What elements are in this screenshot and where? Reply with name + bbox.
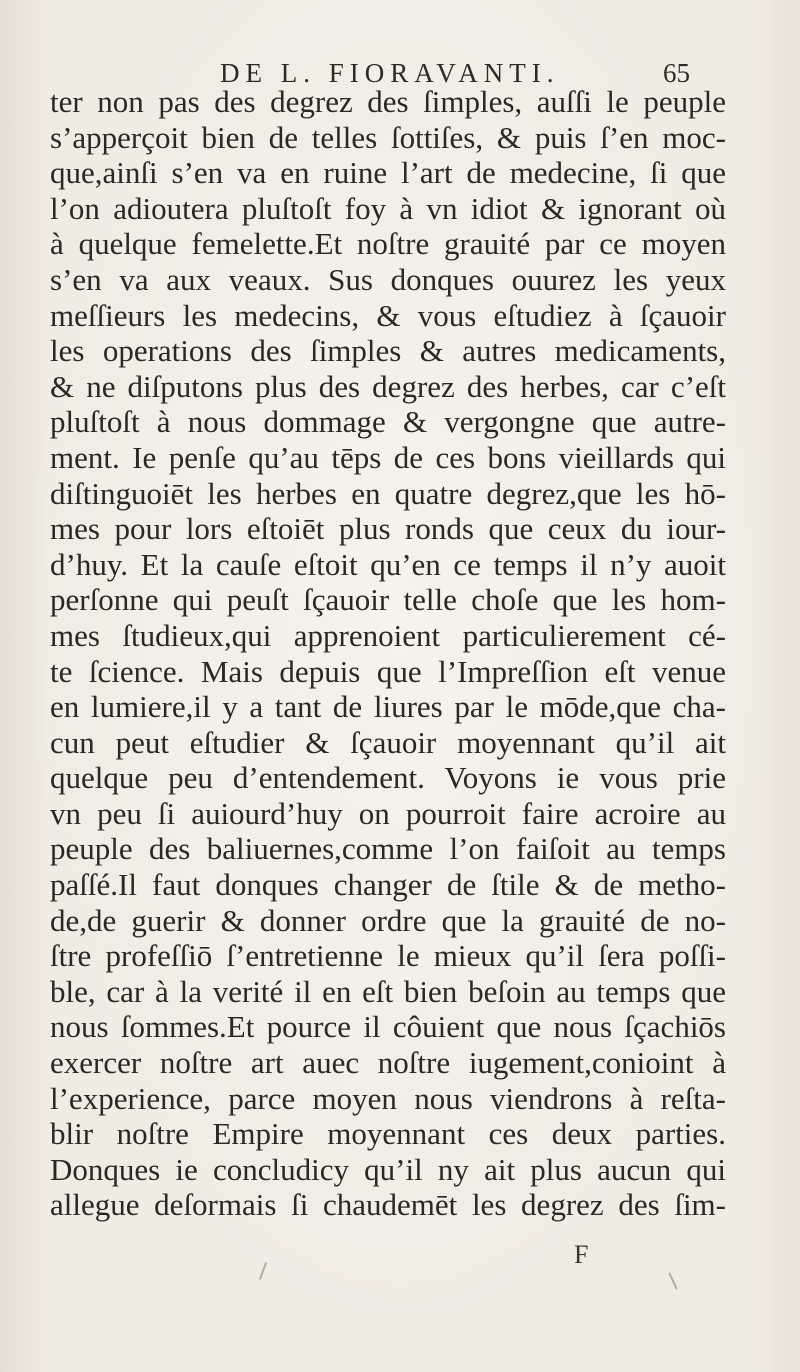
text-line: allegue deſormais ſi chaudemēt les degrez des ſim-: [50, 1187, 726, 1223]
text-line: mes ſtudieux,qui apprenoient particulierement cé-: [50, 617, 726, 653]
running-title: DE L. FIORAVANTI.: [220, 58, 560, 88]
text-line: s’apperçoit bien de telles ſottiſes, & puis ſ’en moc-: [50, 119, 726, 155]
text-line: perſonne qui peuſt ſçauoir telle choſe que les hom-: [50, 582, 726, 618]
text-line: & ne diſputons plus des degrez des herbes, car c’eſt: [50, 368, 726, 404]
text-line: meſſieurs les medecins, & vous eſtudiez à ſçauoir: [50, 297, 726, 333]
paper-speck: [259, 1262, 267, 1280]
text-line: ment. Ie penſe qu’au tēps de ces bons vieillards qui: [50, 439, 726, 475]
text-line: peuple des baliuernes,comme l’on faiſoit au temps: [50, 831, 726, 867]
text-line: exercer noſtre art auec noſtre iugement,conioint à: [50, 1045, 726, 1081]
text-line: s’en va aux veaux. Sus donques ouurez les yeux: [50, 261, 726, 297]
paper-speck: [668, 1272, 677, 1289]
signature-mark: F: [574, 1240, 589, 1269]
text-line: cun peut eſtudier & ſçauoir moyennant qu’il ait: [50, 724, 726, 760]
text-line: l’on adioutera pluſtoſt foy à vn idiot & ignorant où: [50, 190, 726, 226]
text-line: les operations des ſimples & autres medicaments,: [50, 333, 726, 369]
text-line: mes pour lors eſtoiēt plus ronds que ceux du iour-: [50, 511, 726, 547]
text-line: ter non pas des degrez des ſimples, auſſi le peuple: [50, 84, 726, 119]
text-line: ſtre profeſſiō ſ’entretienne le mieux qu’il ſera poſſi-: [50, 938, 726, 974]
body-text: [50, 84, 726, 1223]
text-line: en lumiere,il y a tant de liures par le mōde,que cha-: [50, 689, 726, 725]
text-line: diſtinguoiēt les herbes en quatre degrez,que les hō-: [50, 475, 726, 511]
text-line: ble, car à la verité il en eſt bien beſoin au temps que: [50, 973, 726, 1009]
text-line: pluſtoſt à nous dommage & vergongne que autre-: [50, 404, 726, 440]
text-line: que,ainſi s’en va en ruine l’art de medecine, ſi que: [50, 155, 726, 191]
text-line: paſſé.Il faut donques changer de ſtile & de metho-: [50, 867, 726, 903]
text-line: vn peu ſi auiourd’huy on pourroit faire acroire au: [50, 795, 726, 831]
text-line: à quelque femelette.Et noſtre grauité par ce moyen: [50, 226, 726, 262]
text-line: Donques ie concludicy qu’il ny ait plus aucun qui: [50, 1151, 726, 1187]
text-line: l’experience, parce moyen nous viendrons à reſta-: [50, 1080, 726, 1116]
page-number: 65: [663, 58, 690, 88]
text-line: blir noſtre Empire moyennant ces deux parties.: [50, 1116, 726, 1152]
text-line: te ſcience. Mais depuis que l’Impreſſion eſt venue: [50, 653, 726, 689]
text-line: nous ſommes.Et pource il côuient que nous ſçachiōs: [50, 1009, 726, 1045]
text-line: quelque peu d’entendement. Voyons ie vous prie: [50, 760, 726, 796]
text-line: d’huy. Et la cauſe eſtoit qu’en ce temps il n’y auoit: [50, 546, 726, 582]
text-line: de,de guerir & donner ordre que la grauité de no-: [50, 902, 726, 938]
